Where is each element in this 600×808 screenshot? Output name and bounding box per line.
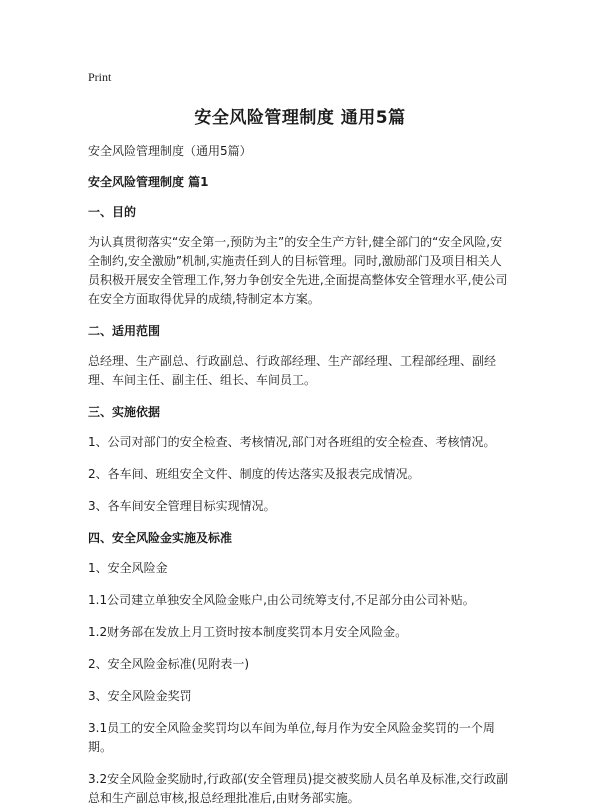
list-item: 2、安全风险金标准(见附表一): [88, 657, 249, 671]
section-heading: 一、目的: [88, 205, 137, 219]
list-item: 1.2财务部在发放上月工资时按本制度奖罚本月安全风险金。: [88, 625, 408, 639]
list-item: 1、公司对部门的安全检查、考核情况,部门对各班组的安全检查、考核情况。: [88, 435, 496, 449]
document-title: 安全风险管理制度 通用5篇: [194, 108, 406, 128]
list-item: 1.1公司建立单独安全风险金账户,由公司统筹支付,不足部分由公司补贴。: [88, 593, 475, 607]
paragraph: 为认真贯彻落实“安全第一,预防为主”的安全生产方针,健全部门的“安全风险,安全制约,安全激励”机制,实施责任到人的目标管理。同时,激励部门及项目相关人员积极开展安全管理工作,努力争创安全先进,全面提高整体安全管理水平,使公司在安全方面取得优异的成绩,特制定本方案。: [88, 235, 508, 306]
paragraph: 总经理、生产副总、行政副总、行政部经理、生产部经理、工程部经理、副经理、车间主任、副主任、组长、车间员工。: [88, 354, 497, 387]
list-item: 3、各车间安全管理目标实现情况。: [88, 499, 276, 513]
list-item: 3、安全风险金奖罚: [88, 689, 192, 703]
section-purpose: [88, 203, 512, 309]
section-heading: 四、安全风险金实施及标准: [88, 531, 233, 545]
list-item: 2、各车间、班组安全文件、制度的传达落实及报表完成情况。: [88, 467, 420, 481]
section-scope: [88, 322, 512, 390]
list-item: 3.1员工的安全风险金奖罚均以车间为单位,每月作为安全风险金奖罚的一个周期。: [88, 721, 495, 754]
section-risk-fund: [88, 529, 512, 808]
print-label: Print: [88, 70, 112, 84]
document-subtitle: 安全风险管理制度（通用5篇）: [88, 144, 252, 158]
section-heading: 二、适用范围: [88, 324, 161, 338]
paragraph: 3.2安全风险金奖励时,行政部(安全管理员)提交被奖励人员名单及标准,交行政副总和生产副总审核,报总经理批准后,由财务部实施。: [88, 772, 509, 805]
article-heading: 安全风险管理制度 篇1: [88, 175, 209, 189]
list-item: 1、安全风险金: [88, 561, 168, 575]
section-heading: 三、实施依据: [88, 405, 161, 419]
section-basis: [88, 403, 512, 516]
